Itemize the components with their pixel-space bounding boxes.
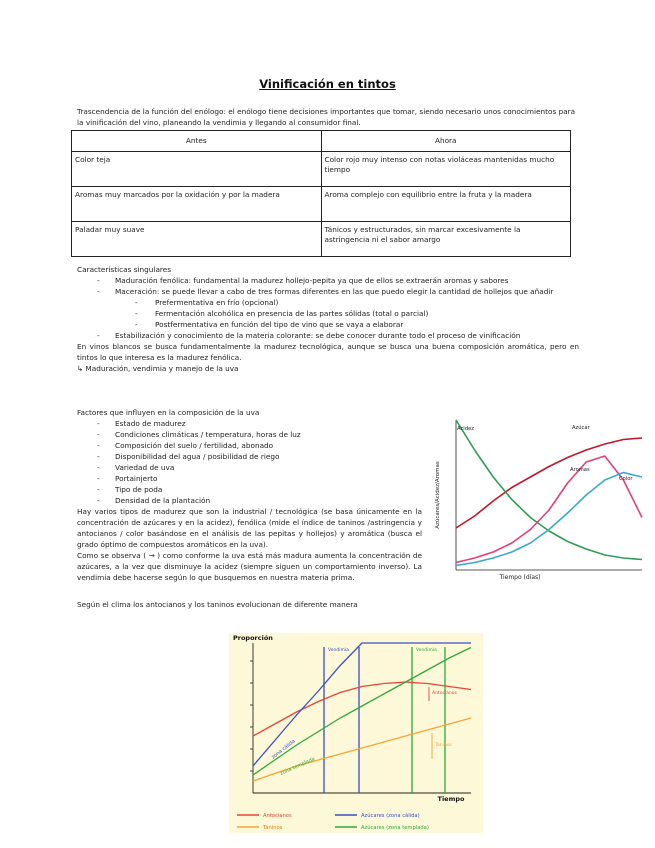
factores-heading: Factores que influyen en la composición de la uva <box>77 408 260 417</box>
subheading: ↳ Maduración, vendimia y manejo de la uva <box>77 364 239 373</box>
series-label: Acidez <box>457 426 474 432</box>
legend-label: Antocianos <box>263 813 292 819</box>
list-item: - Composición del suelo / fertilidad, abonado <box>77 440 422 451</box>
series-line-azúcar <box>456 438 642 528</box>
blancos-paragraph: En vinos blancos se busca fundamentalmente la madurez tecnológica, aunque se busca una buena composición aromática, pero en tintos lo que interesa es la madurez fenólica. <box>77 342 579 362</box>
x-axis-label: Tiempo (días) <box>499 574 541 581</box>
annotation-taninos: Taninos <box>435 743 452 748</box>
vendimia-label: Vendimia <box>416 648 437 653</box>
list-item: - Densidad de la plantación <box>77 495 422 506</box>
column-header-antes: Antes <box>72 131 322 152</box>
table-row <box>72 187 571 222</box>
chart-title: Proporción <box>233 634 273 642</box>
series-line <box>253 648 471 776</box>
list-item: - Condiciones climáticas / temperatura, horas de luz <box>77 429 422 440</box>
series-label: Azúcar <box>572 425 590 431</box>
page-title: Vinificación en tintos <box>259 77 396 91</box>
legend-label: Taninos <box>263 825 283 831</box>
sub-list-item: - Prefermentativa en frío (opcional) <box>77 297 579 308</box>
annotation-zona-calida: zona cálida <box>270 738 297 761</box>
list-item: - Variedad de uva <box>77 462 422 473</box>
list-item: - Tipo de poda <box>77 484 422 495</box>
x-axis-label: Tiempo <box>437 795 465 803</box>
intro-paragraph: Trascendencia de la función del enólogo: el enólogo tiene decisiones importantes que tomar, siendo necesario unos conocimientos para la vinificación del vino, planeando la vendimia y llegando al consumidor final. <box>77 107 576 127</box>
sub-list-item: - Fermentación alcohólica en presencia de las partes sólidas (total o parcial) <box>77 308 579 319</box>
series-label: Color <box>619 476 633 482</box>
column-header-ahora: Ahora <box>321 131 571 152</box>
series-label: Aromas <box>570 467 590 473</box>
madurez-paragraph: Hay varios tipos de madurez que son la industrial / tecnológica (se basa únicamente en la concentración de azúcares y en la acidez), fenólica (mide el índice de taninos /astringencia y antocianos / color basándose en el análisis de las pepitas y hollejos) y aromática (busca el grado óptimo de compuestos aromáticos en la uva). <box>77 507 422 549</box>
list-item: - Portainjerto <box>77 473 422 484</box>
y-axis-label: Azúcares/Acidez/Aromas <box>435 461 441 529</box>
climate-chart <box>229 633 483 833</box>
table-cell: Color rojo muy intenso con notas violáceas mantenidas mucho tiempo <box>321 152 571 187</box>
list-item: - Disponibilidad del agua / posibilidad de riego <box>77 451 422 462</box>
factores-section <box>77 407 422 583</box>
singulares-section <box>77 264 579 374</box>
table-cell: Color teja <box>72 152 322 187</box>
maturation-chart <box>430 412 648 590</box>
clima-paragraph: Según el clima los antocianos y los taninos evolucionan de diferente manera <box>77 600 358 609</box>
annotation-antocianos: Antocianos <box>432 691 457 696</box>
series-line-acidez <box>456 420 642 560</box>
annotation-zona-templada: zona templada <box>279 756 316 777</box>
table-cell: Aromas muy marcados por la oxidación y por la madera <box>72 187 322 222</box>
legend-label: Azúcares (zona cálida) <box>361 813 420 819</box>
legend-label: Azúcares (zona templada) <box>361 825 429 831</box>
list-item: - Estabilización y conocimiento de la materia colorante: se debe conocer durante todo el proceso de vinificación <box>77 330 579 341</box>
table-row <box>72 152 571 187</box>
comparison-table <box>71 130 571 257</box>
table-cell: Paladar muy suave <box>72 222 322 257</box>
vendimia-label: Vendimia <box>328 648 349 653</box>
table-header-row <box>72 131 571 152</box>
table-row <box>72 222 571 257</box>
list-item: - Maceración: se puede llevar a cabo de tres formas diferentes en las que puedo elegir la cantidad de hollejos que añadir <box>77 286 579 297</box>
table-cell: Aroma complejo con equilibrio entre la fruta y la madera <box>321 187 571 222</box>
sub-list-item: - Postfermentativa en función del tipo de vino que se vaya a elaborar <box>77 319 579 330</box>
list-item: - Maduración fenólica: fundamental la madurez hollejo-pepita ya que de ellos se extraerán aromas y sabores <box>77 275 579 286</box>
observa-paragraph: Como se observa ( → ) como conforme la uva está más madura aumenta la concentración de azúcares, a la vez que disminuye la acidez (siempre siguen un comportamiento inverso). La vendimia debe hacerse según lo que busquemos en nuestra materia prima. <box>77 551 422 582</box>
table-cell: Tánicos y estructurados, sin marcar excesivamente la astringencia ni el sabor amargo <box>321 222 571 257</box>
series-line-color <box>456 473 642 566</box>
singulares-heading: Características singulares <box>77 265 172 274</box>
list-item: - Estado de madurez <box>77 418 422 429</box>
